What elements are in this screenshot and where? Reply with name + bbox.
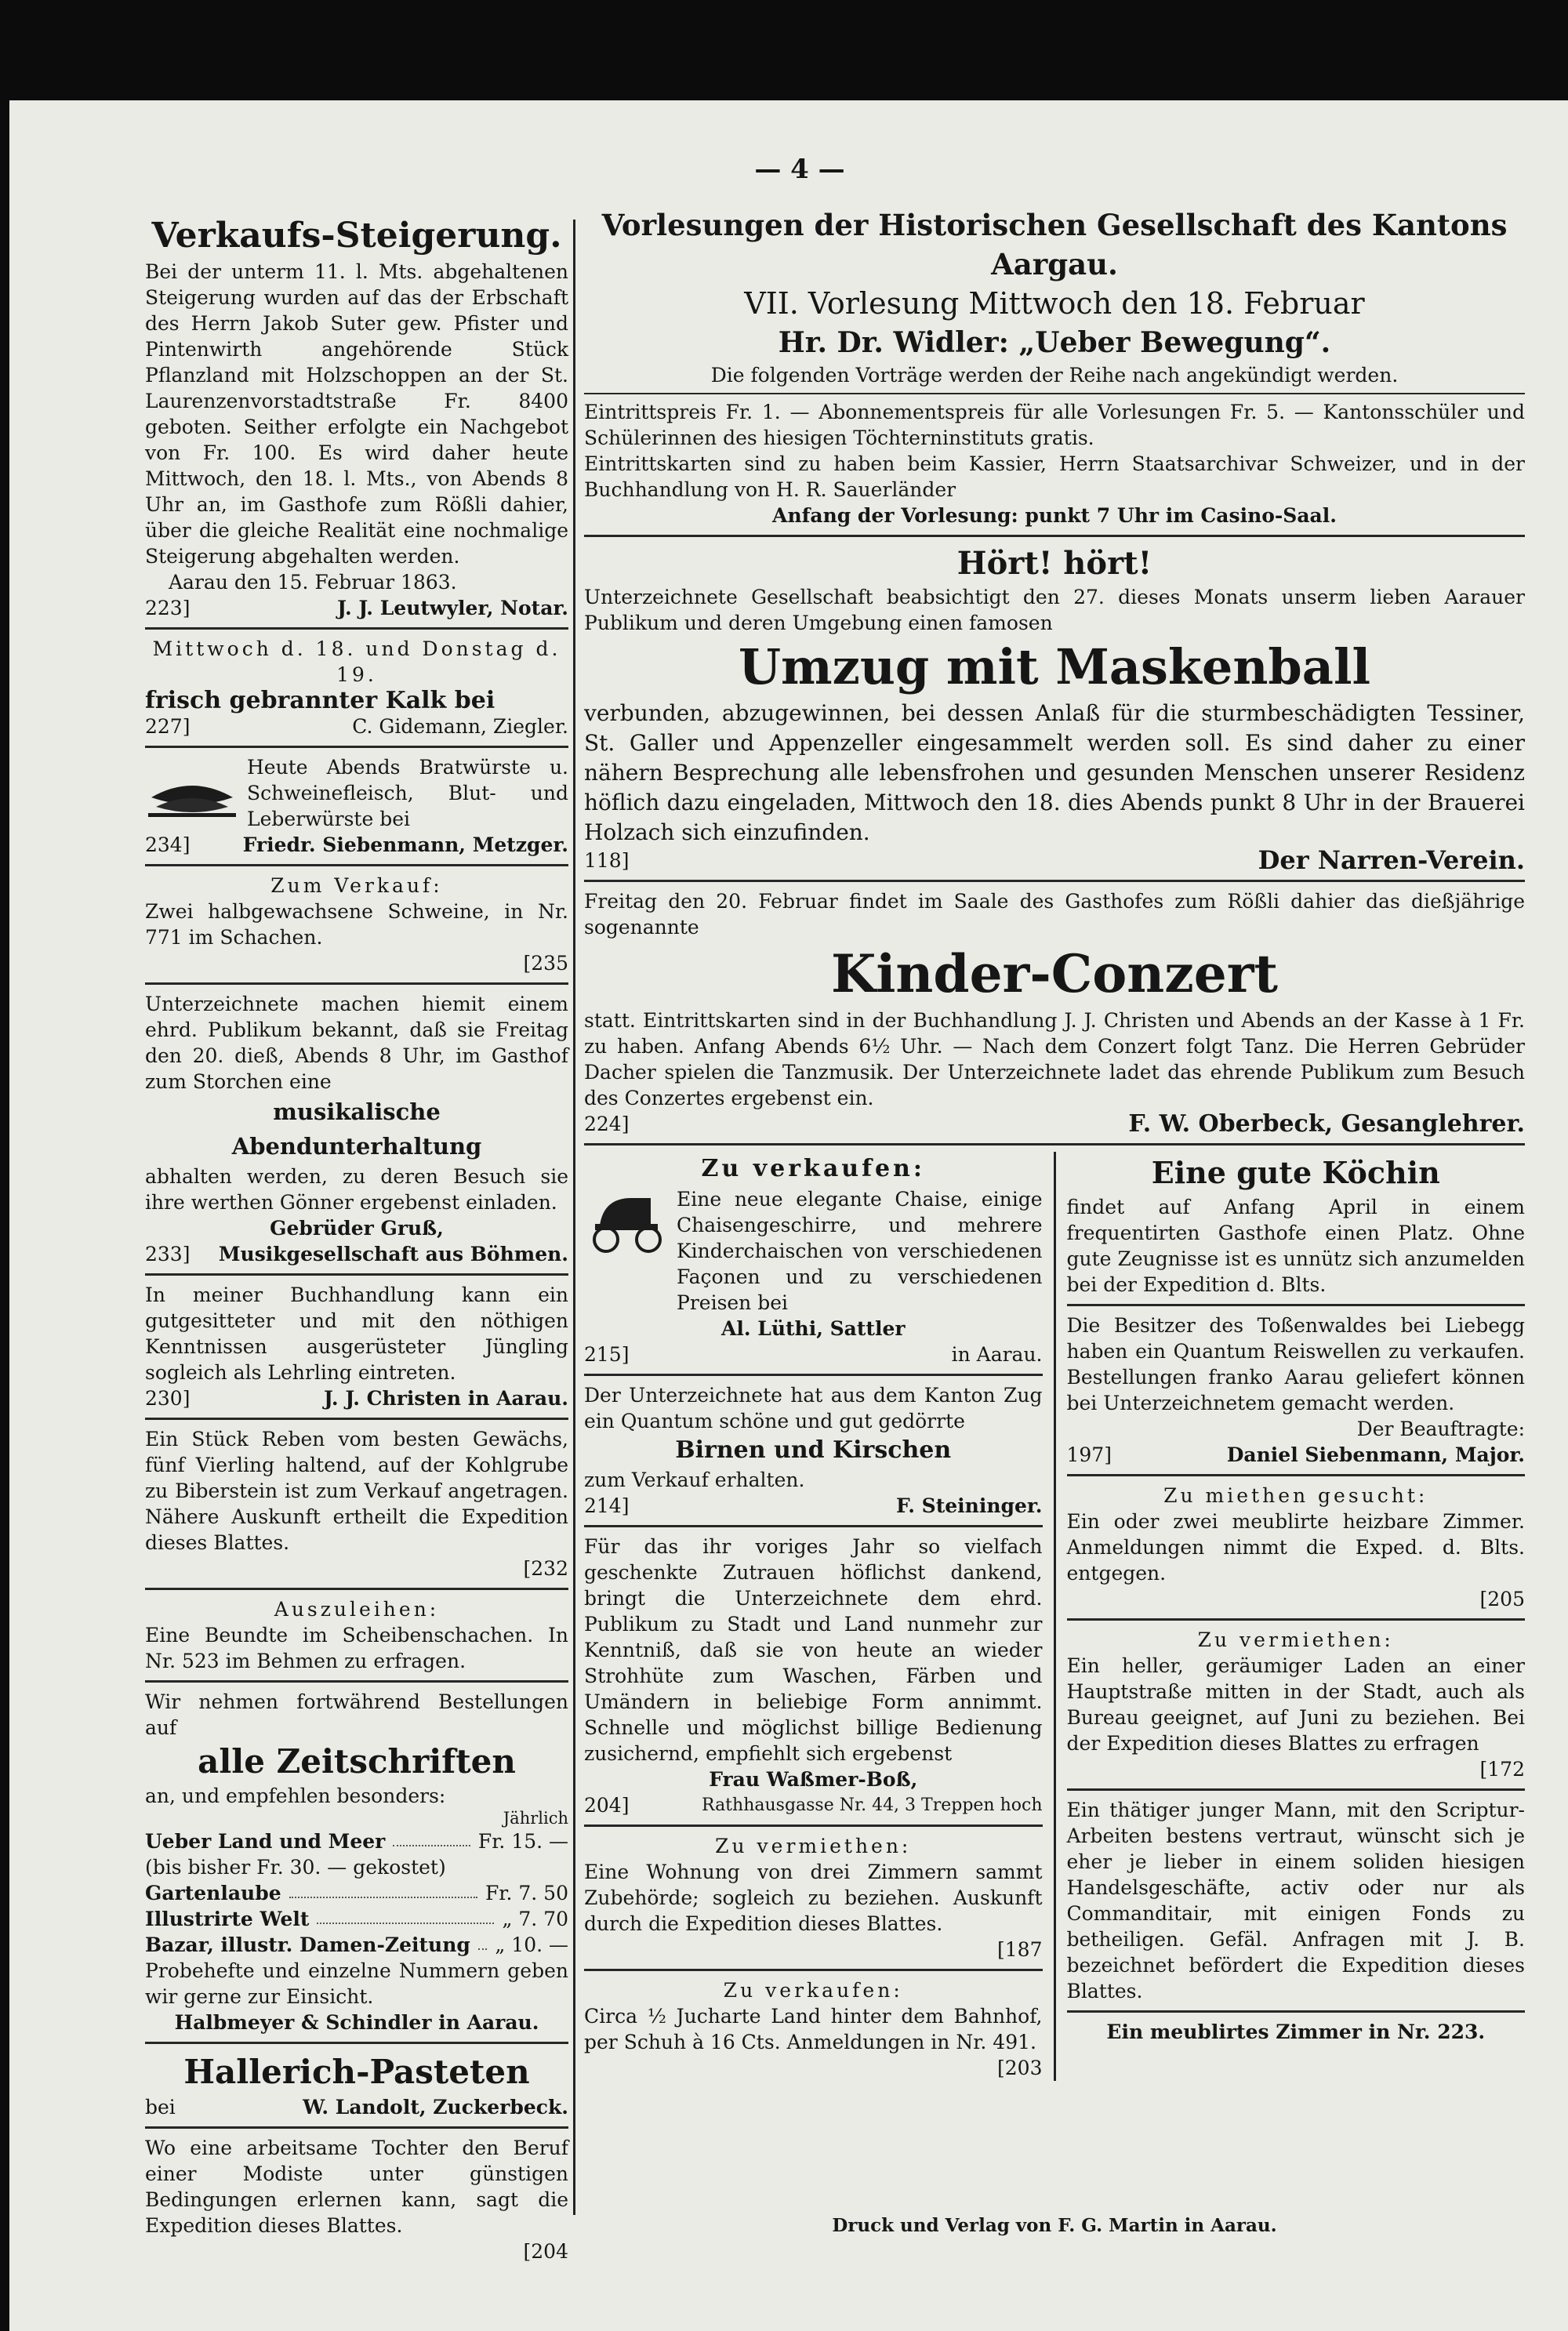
ad-title-zeitschriften: alle Zeitschriften	[198, 1742, 516, 1781]
sub-column-b	[1067, 1152, 1526, 2081]
ad-number: 233]	[145, 1243, 191, 1265]
ad-signature	[145, 1385, 568, 1411]
price-item-name: (bis bisher Fr. 30. — gekostet)	[145, 1856, 446, 1879]
divider	[145, 982, 568, 985]
ad-signature	[145, 595, 568, 621]
ad-signature	[1067, 1586, 1526, 1612]
price-item-name: Ueber Land und Meer	[145, 1830, 386, 1853]
ad-head-vermiethen: Zu vermiethen:	[715, 1835, 912, 1857]
ad-text-kalk-date: Mittwoch d. 18. und Donstag d. 19.	[152, 637, 561, 686]
divider	[584, 535, 1525, 537]
ad-number: 224]	[584, 1113, 630, 1135]
divider	[584, 393, 1525, 394]
signer: Halbmeyer & Schindler in Aarau.	[174, 2011, 539, 2034]
price-item-price: Fr. 7. 50	[485, 1882, 568, 1904]
ad-head-hoert: Hört! hört!	[956, 545, 1152, 582]
signer: Musikgesellschaft aus Böhmen.	[218, 1243, 568, 1265]
lecture-title: Vorlesungen der Historischen Gesellschaft des Kantons Aargau.	[601, 208, 1508, 281]
signer: Gebrüder Gruß,	[270, 1217, 444, 1240]
two-column-section	[584, 1152, 1525, 2081]
ad-signature	[584, 1792, 1043, 1818]
ad-text-kalk: frisch gebrannter Kalk bei	[145, 687, 495, 714]
ad-text-steigerung: Bei der unterm 11. l. Mts. abgehaltenen Steigerung wurden auf das der Erbschaft des Herrn Jakob Suter gew. Pfister und Pintenwirth angehörende Stück Pflanzland mit Holzschoppen an der St. Laurenzenvorstadtstraße Fr. 8400 geboten. Seither erfolgte ein Nachgebot von Fr. 100. Es wird daher heute Mittwoch, den 18. l. Mts., von Abends 8 Uhr an, im Gasthofe zum Rößli dahier, über die gleiche Realität eine nochmalige Steigerung abgehalten werden.	[145, 260, 568, 568]
ad-title-konzert: Kinder-Conzert	[831, 943, 1278, 1004]
ad-sub-zeitschriften: an, und empfehlen besonders:	[145, 1785, 446, 1807]
price-list	[145, 1828, 568, 1958]
ad-text-maskenball-2: verbunden, abzugewinnen, bei dessen Anlaß für die sturmbeschädigten Tessiner, St. Galler und Appenzeller eingesammelt werden soll. Es sind daher zu einer nähern Besprechung alle lebensfrohen und gesunden Menschen unserer Residenz höflich dazu eingeladen, Mittwoch den 18. dies Abends punkt 8 Uhr in der Brauerei Holzach sich einzufinden.	[584, 700, 1525, 845]
ad-signature	[584, 1342, 1043, 1367]
divider	[584, 1374, 1043, 1376]
ad-number: 215]	[584, 1343, 630, 1366]
divider	[145, 1273, 568, 1276]
lecture-tickets: Eintrittskarten sind zu haben beim Kassier, Herrn Staatsarchivar Schweizer, und in der Buchhandlung von H. R. Sauerländer	[584, 452, 1525, 501]
lecture-speaker: Hr. Dr. Widler: „Ueber Bewegung“.	[778, 326, 1331, 359]
ad-signature	[1067, 1442, 1526, 1468]
lecture-note: Die folgenden Vorträge werden der Reihe nach angekündigt werden.	[710, 364, 1399, 387]
ad-text-reben: Ein Stück Reben vom besten Gewächs, fünf Vierling haltend, auf der Kohlgrube zu Biberstein ist zum Verkauf angetragen. Nähere Auskunft ertheilt die Expedition dieses Blattes.	[145, 1428, 568, 1554]
ad-number: 214]	[584, 1494, 630, 1517]
ad-number: 223]	[145, 597, 191, 619]
ad-head-verkaufen: Zu verkaufen:	[701, 1155, 925, 1182]
ad-number: [187	[997, 1938, 1043, 1961]
ad-signature	[145, 1556, 568, 1581]
ad-text-christen: In meiner Buchhandlung kann ein gutgesitteter und mit den nöthigen Kenntnissen ausgerüsteter Jüngling sogleich als Lehrling eintreten.	[145, 1284, 568, 1384]
ad-prefix: bei	[145, 2096, 176, 2119]
signer: J. J. Christen in Aarau.	[324, 1387, 568, 1410]
signer: Der Beauftragte:	[1356, 1418, 1525, 1440]
ad-title-gruss: musikalische Abendunterhaltung	[231, 1098, 482, 1160]
ad-signature	[145, 832, 568, 858]
dot-leader	[478, 1932, 488, 1950]
column-rule	[573, 220, 575, 2215]
ad-title-pasteten: Hallerich-Pasteten	[183, 2053, 530, 2091]
ad-number: 118]	[584, 849, 630, 872]
dot-leader	[317, 1906, 494, 1924]
signer: J. J. Leutwyler, Notar.	[337, 597, 568, 619]
ad-signature	[584, 2055, 1043, 2081]
ad-signature	[145, 1241, 568, 1267]
dot-leader	[393, 1828, 470, 1846]
ad-number: [232	[523, 1557, 568, 1580]
ad-text-laden: Ein heller, geräumiger Laden an einer Hauptstraße mitten in der Stadt, auch als Bureau geeignet, auf Juni zu beziehen. Bei der Expedition dieses Blattes zu erfragen	[1066, 1654, 1525, 1755]
signer-address: Rathhausgasse Nr. 44, 3 Treppen hoch	[702, 1795, 1043, 1815]
divider	[145, 1588, 568, 1590]
ad-text-meubl: Ein meublirtes Zimmer in Nr. 223.	[1106, 2021, 1486, 2043]
divider	[145, 746, 568, 748]
carriage-icon	[584, 1186, 670, 1257]
dot-leader	[454, 1854, 561, 1872]
divider	[1067, 1618, 1526, 1621]
divider	[1067, 2010, 1526, 2013]
ad-number: 230]	[145, 1387, 191, 1410]
price-item-price: Fr. 15. —	[477, 1830, 568, 1853]
page-number: — 4 —	[754, 154, 845, 185]
price-item-price: „ 10. —	[495, 1933, 568, 1956]
ad-signature	[145, 2094, 568, 2120]
ad-number: 197]	[1066, 1443, 1112, 1466]
price-item-name: Illustrirte Welt	[145, 1908, 310, 1930]
price-item-price: „ 7. 70	[502, 1908, 568, 1930]
price-row	[145, 1828, 568, 1854]
lecture-line: VII. Vorlesung Mittwoch den 18. Februar	[744, 286, 1365, 321]
signer: Al. Lüthi, Sattler	[720, 1317, 906, 1340]
ad-signature	[145, 950, 568, 976]
divider	[145, 864, 568, 866]
divider	[584, 1143, 1525, 1146]
ad-text-gruss-2: abhalten werden, zu deren Besuch sie ihre werthen Gönner ergebenst einladen.	[145, 1165, 568, 1214]
ad-number: [235	[523, 952, 568, 975]
price-column-head: Jährlich	[503, 1809, 568, 1828]
signer: F. W. Oberbeck, Gesanglehrer.	[1128, 1110, 1525, 1138]
ad-signature	[584, 845, 1525, 875]
ad-head-verkaufen: Zu verkaufen:	[723, 1979, 903, 2002]
left-column	[145, 213, 568, 2264]
price-row	[145, 1932, 568, 1958]
signer: Daniel Siebenmann, Major.	[1226, 1443, 1525, 1466]
price-item-name: Bazar, illustr. Damen-Zeitung	[145, 1933, 470, 1956]
ad-signature	[145, 713, 568, 739]
ad-text-gruss: Unterzeichnete machen hiemit einem ehrd. Publikum bekannt, daß sie Freitag den 20. dieß, Abends 8 Uhr, im Gasthof zum Storchen eine	[145, 993, 568, 1093]
ad-number: [203	[997, 2057, 1043, 2079]
ad-title-maskenball: Umzug mit Maskenball	[738, 638, 1371, 695]
ad-text-chaise: Eine neue elegante Chaise, einige Chaisengeschirre, und mehrere Kinderchaischen von verschiedenen Façonen und zu verschiedenen Preisen bei	[677, 1188, 1043, 1314]
ad-text-zimmer: Ein oder zwei meublirte heizbare Zimmer. Anmeldungen nimmt die Exped. d. Blts. entgegen.	[1066, 1510, 1525, 1585]
ad-text-wurst: Heute Abends Bratwürste u. Schweinefleisch, Blut- und Leberwürste bei	[247, 756, 568, 830]
ad-number: [172	[1479, 1758, 1525, 1781]
divider	[145, 1680, 568, 1683]
signer: W. Landolt, Zuckerbeck.	[303, 2096, 568, 2119]
price-row	[145, 1854, 568, 1880]
lecture-start: Anfang der Vorlesung: punkt 7 Uhr im Casino-Saal.	[772, 504, 1337, 527]
ad-text-reiswellen: Die Besitzer des Toßenwaldes bei Liebegg haben ein Quantum Reiswellen zu verkaufen. Bestellungen franko Aarau geliefert können bei Unterzeichnetem gemacht werden.	[1066, 1314, 1525, 1414]
signer: Frau Waßmer-Boß,	[709, 1768, 918, 1791]
ad-text-wohnung: Eine Wohnung von drei Zimmern sammt Zubehörde; sogleich zu beziehen. Auskunft durch die Expedition dieses Blattes.	[584, 1861, 1043, 1935]
ad-head-ausleihen: Auszuleihen:	[274, 1598, 440, 1621]
ad-head-miethen: Zu miethen gesucht:	[1163, 1484, 1428, 1507]
ad-text-schweine: Zwei halbgewachsene Schweine, in Nr. 771 im Schachen.	[145, 900, 568, 949]
ad-number: [205	[1479, 1588, 1525, 1610]
sub-column-rule	[1054, 1152, 1056, 2081]
ad-text-birnen: Der Unterzeichnete hat aus dem Kanton Zug ein Quantum schöne und gut gedörrte	[584, 1384, 1043, 1432]
ad-signature	[1067, 1756, 1526, 1782]
ad-text-ausleihen: Eine Beundte im Scheibenschachen. In Nr. 523 im Behmen zu erfragen.	[145, 1624, 568, 1672]
ad-wurst	[145, 754, 568, 832]
ad-title-birnen: Birnen und Kirschen	[675, 1436, 952, 1464]
divider	[145, 627, 568, 630]
divider	[145, 2126, 568, 2129]
ad-text-land: Circa ½ Jucharte Land hinter dem Bahnhof, per Schuh à 16 Cts. Anmeldungen in Nr. 491.	[584, 2005, 1043, 2053]
ad-number: 234]	[145, 833, 191, 856]
ad-text-mann: Ein thätiger junger Mann, mit den Scriptur-Arbeiten bestens vertraut, wünscht sich je eher je lieber in einem soliden hiesigen Handelsgeschäfte, activ oder nur als Commanditair, mit einigen Fonds zu betheiligen. Gefäl. Anfragen mit J. B. bezeichnet befördert die Expedition dieses Blattes.	[1066, 1799, 1525, 2002]
divider	[145, 1418, 568, 1420]
ad-signature	[584, 1111, 1525, 1137]
ad-signature	[584, 1493, 1043, 1519]
ad-text-modiste: Wo eine arbeitsame Tochter den Beruf einer Modiste unter günstigen Bedingungen erlernen kann, sagt die Expedition dieses Blattes.	[145, 2137, 568, 2237]
ad-number: 227]	[145, 715, 191, 738]
ad-text-konzert: Freitag den 20. Februar findet im Saale des Gasthofes zum Rößli dahier das dießjährige sogenannte	[584, 890, 1525, 939]
divider	[584, 1969, 1043, 1971]
divider	[1067, 1304, 1526, 1306]
sub-column-a	[584, 1152, 1043, 2081]
signer: C. Gidemann, Ziegler.	[352, 715, 568, 738]
ad-text-zeitschriften: Wir nehmen fortwährend Bestellungen auf	[145, 1690, 568, 1739]
divider	[1067, 1474, 1526, 1476]
signer-place: in Aarau.	[951, 1343, 1043, 1366]
ad-text-konzert-2: statt. Eintrittskarten sind in der Buchhandlung J. J. Christen und Abends an der Kasse à 1 Fr. zu haben. Anfang Abends 6½ Uhr. — Nach dem Conzert folgt Tanz. Die Herren Gebrüder Dacher spielen die Tanzmusik. Der Unterzeichnete ladet das ehrende Publikum zum Besuch des Conzertes ergebenst ein.	[584, 1009, 1525, 1109]
ad-head-vermiethen: Zu vermiethen:	[1197, 1628, 1394, 1651]
ad-signature	[145, 2238, 568, 2264]
dot-leader	[289, 1880, 477, 1898]
ad-number: [204	[523, 2240, 568, 2263]
divider	[584, 880, 1525, 882]
ad-title-steigerung: Verkaufs-Steigerung.	[151, 216, 562, 256]
ad-number: 204]	[584, 1794, 630, 1817]
right-column	[584, 205, 1525, 2081]
signer: Friedr. Siebenmann, Metzger.	[242, 833, 568, 856]
sausage-icon	[145, 766, 239, 821]
divider	[145, 2042, 568, 2044]
price-row	[145, 1880, 568, 1906]
ad-note-zeitschriften: Probehefte und einzelne Nummern geben wir gerne zur Einsicht.	[145, 1959, 568, 2008]
divider	[1067, 1788, 1526, 1791]
price-item-name: Gartenlaube	[145, 1882, 281, 1904]
ad-text-birnen-2: zum Verkauf erhalten.	[584, 1469, 805, 1491]
ad-text-maskenball: Unterzeichnete Gesellschaft beabsichtigt den 27. dieses Monats unserm lieben Aarauer Publikum und deren Umgebung einen famosen	[584, 586, 1525, 634]
dateline: Aarau den 15. Februar 1863.	[169, 571, 457, 594]
ad-chaise	[584, 1186, 1043, 1316]
lecture-price: Eintrittspreis Fr. 1. — Abonnementspreis für alle Vorlesungen Fr. 5. — Kantonsschüler und Schülerinnen des hiesigen Töchterninstituts gratis.	[584, 401, 1525, 449]
ad-text-koechin: findet auf Anfang April in einem frequentirten Gasthofe einen Platz. Ohne gute Zeugnisse ist es unnütz sich anzumelden bei der Expedition d. Blts.	[1066, 1196, 1525, 1296]
divider	[584, 1525, 1043, 1527]
signer: Der Narren-Verein.	[1258, 845, 1525, 875]
signer: F. Steininger.	[896, 1494, 1043, 1517]
ad-title-koechin: Eine gute Köchin	[1151, 1155, 1440, 1190]
ad-signature	[584, 1937, 1043, 1962]
price-row	[145, 1906, 568, 1932]
imprint: Druck und Verlag von F. G. Martin in Aarau.	[832, 2215, 1277, 2236]
ad-text-strohhuete: Für das ihr voriges Jahr so vielfach geschenkte Zutrauen höflichst dankend, bringt die Unterzeichnete dem ehrd. Publikum zu Stadt und Land nunmehr zur Kenntniß, daß sie von heute an wieder Strohhüte zum Waschen, Färben und Umändern in beliebige Form annimmt. Schnelle und möglichst billige Bedienung zusichernd, empfiehlt sich ergebenst	[584, 1535, 1043, 1765]
divider	[584, 1824, 1043, 1827]
ad-head-verkauf: Zum Verkauf:	[270, 874, 443, 897]
